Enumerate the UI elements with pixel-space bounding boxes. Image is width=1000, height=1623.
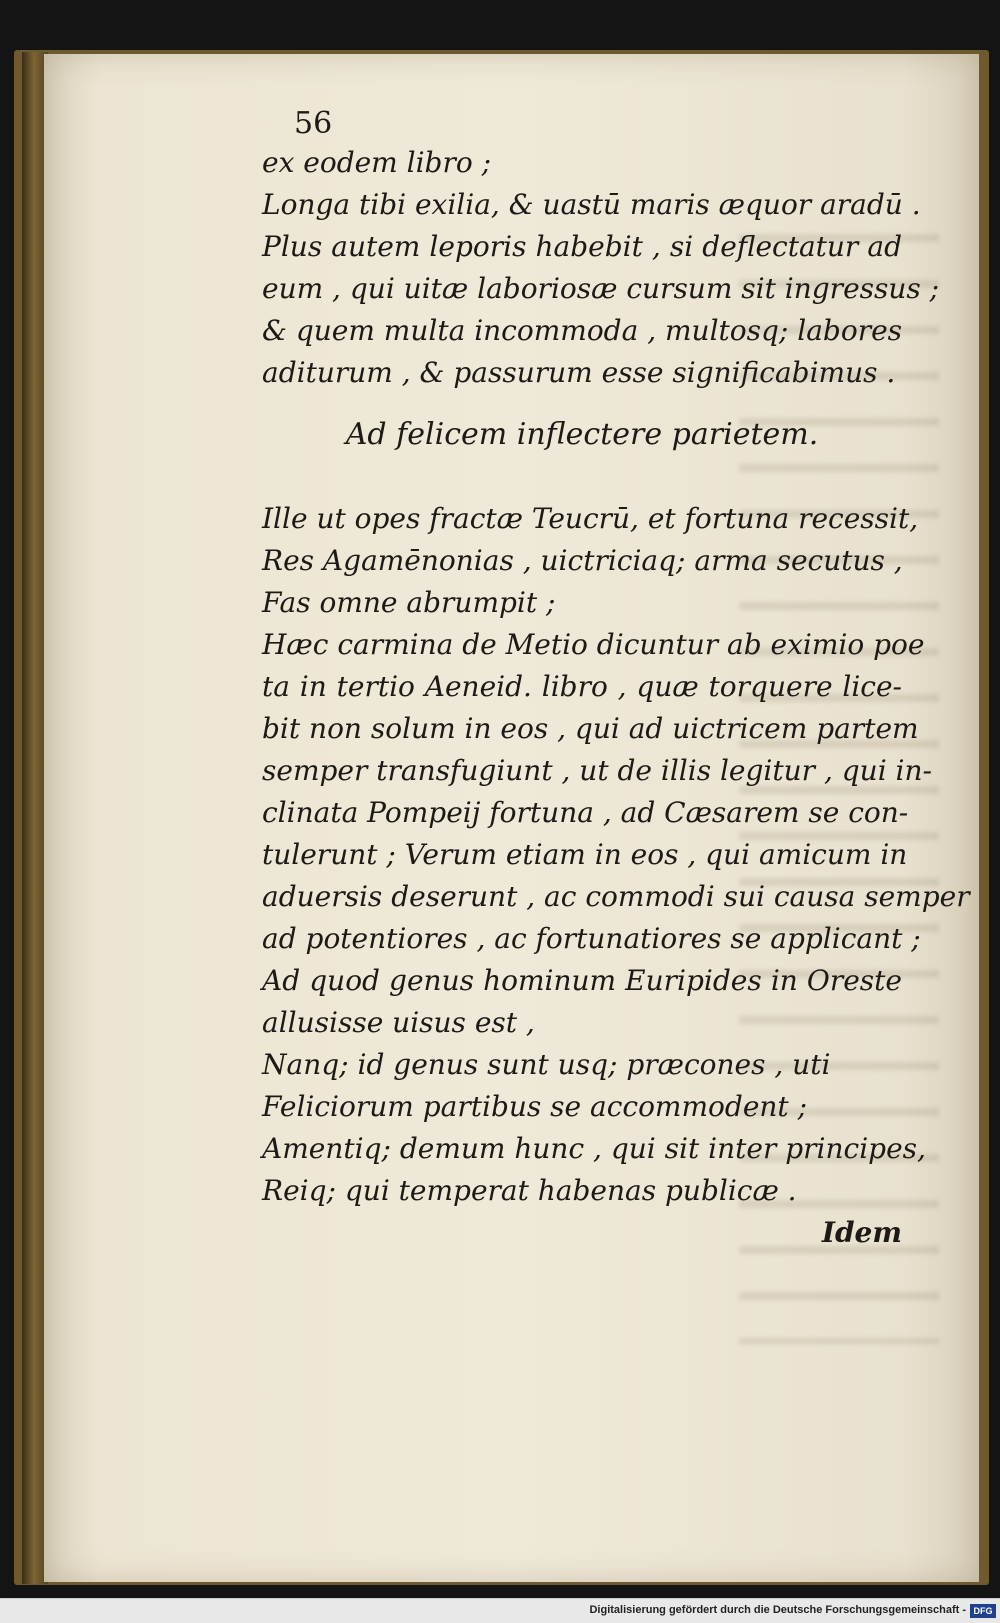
text-line-b0: Ille ut opes fractæ Teucrū, et fortuna recessit, — [262, 502, 919, 535]
footer-bar — [0, 1598, 1000, 1623]
page-number: 56 — [294, 106, 333, 141]
text-line-b13: Nanq; id genus sunt usq; præcones , uti — [262, 1048, 831, 1081]
text-line-a0: ex eodem libro ; — [262, 146, 492, 179]
text-line-b6: semper transfugiunt , ut de illis legitur , qui in- — [262, 754, 933, 787]
section-heading: Ad felicem inflectere parietem. — [345, 417, 819, 452]
text-line-a2: Plus autem leporis habebit , si deflectatur ad — [262, 230, 902, 263]
dfg-logo-icon: DFG — [970, 1604, 996, 1618]
text-line-b16: Reiq; qui temperat habenas publicæ . — [262, 1174, 797, 1207]
text-line-a5: aditurum , & passurum esse significabimus . — [262, 356, 896, 389]
text-line-b9: aduersis deserunt , ac commodi sui causa semper — [262, 880, 970, 913]
text-line-b15: Amentiq; demum hunc , qui sit inter principes, — [262, 1132, 926, 1165]
catchword: Idem — [821, 1216, 902, 1249]
text-line-b10: ad potentiores , ac fortunatiores se applicant ; — [262, 922, 921, 955]
text-line-b4: ta in tertio Aeneid. libro , quæ torquere lice- — [262, 670, 902, 703]
text-line-b8: tulerunt ; Verum etiam in eos , qui amicum in — [262, 838, 908, 871]
text-line-a3: eum , qui uitæ laboriosæ cursum sit ingressus ; — [262, 272, 940, 305]
text-line-b7: clinata Pompeij fortuna , ad Cæsarem se con- — [262, 796, 909, 829]
text-line-b11: Ad quod genus hominum Euripides in Oreste — [262, 964, 902, 997]
funding-notice: Digitalisierung gefördert durch die Deutsche Forschungsgemeinschaft - — [589, 1604, 966, 1616]
text-line-b1: Res Agamēnonias , uictriciaq; arma secutus , — [262, 544, 903, 577]
text-line-b14: Feliciorum partibus se accommodent ; — [262, 1090, 808, 1123]
spacer — [262, 394, 902, 414]
text-line-a1: Longa tibi exilia, & uastū maris æquor aradū . — [262, 188, 921, 221]
spacer — [262, 456, 902, 498]
top-spacer — [262, 100, 902, 142]
text-line-a4: & quem multa incommoda , multosq; labores — [262, 314, 903, 347]
text-line-b2: Fas omne abrumpit ; — [262, 586, 556, 619]
text-line-b3: Hæc carmina de Metio dicuntur ab eximio poe — [262, 628, 925, 661]
text-line-b12: allusisse uisus est , — [262, 1006, 535, 1039]
text-line-b5: bit non solum in eos , qui ad uictricem partem — [262, 712, 919, 745]
page-text — [262, 100, 970, 1254]
